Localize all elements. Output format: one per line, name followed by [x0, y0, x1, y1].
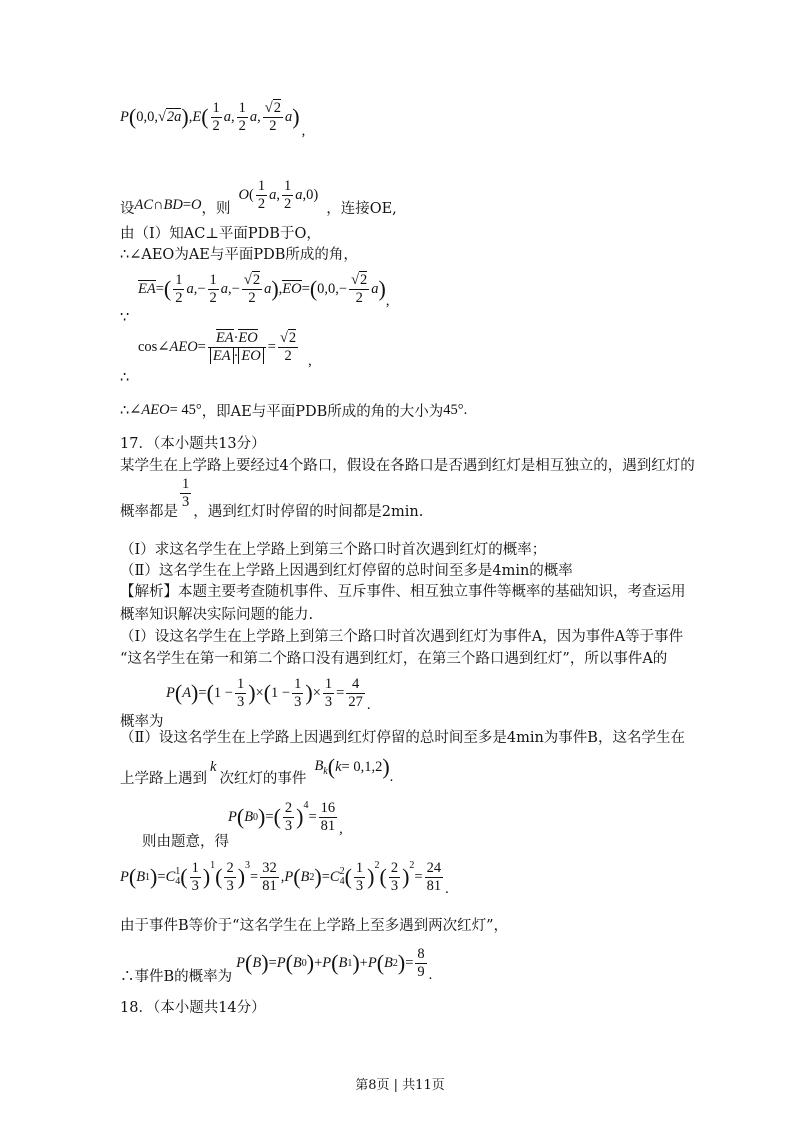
- text-ze: ，则: [201, 200, 231, 217]
- text-angle-size: ，即AE与平面PDB所成的角的大小为: [201, 404, 444, 420]
- question-17-part-i: （Ⅰ）求这名学生在上学路上到第三个路口时首次遇到红灯的概率；: [120, 542, 547, 558]
- text-connect-oe: ，连接OE,: [326, 200, 397, 217]
- line-ac-bd-intersection: 设 AC ∩ BD = O ，则 O ( $\frac{1}{2}$ a , $\frac{1}{2}$ a ,0) ，连接OE,: [120, 178, 397, 217]
- symbol-therefore-2: ∴: [120, 402, 130, 419]
- formula-probability-a: 概率为 P ( A ) = ( 1 − $\frac{1}{3}$ ) × ( 1 − $\frac{1}{3}$ ) × $\frac{1}{3}$ = $\frac{4}{27}$ .: [120, 676, 371, 730]
- text-probability-as: 概率为: [120, 714, 164, 730]
- formula-probability-b0: 则由题意，得 P ( B 0 ) = ( $\frac{2}{3}$ ) $^4$ = $\frac{16}{81}$ ,: [142, 799, 343, 850]
- line-angle-result: ∴ ∠ AEO = 45° ，即AE与平面PDB所成的角的大小为 45° .: [120, 402, 468, 420]
- question-17-part-ii: （Ⅱ）这名学生在上学路上因遇到红灯停留的总时间至多是4min的概率: [120, 563, 573, 579]
- analysis-line-1: 【解析】本题主要考查随机事件、互斥事件、相互独立事件等概率的基础知识，考查运用: [120, 584, 686, 600]
- question-17-stem-probability: 概率都是 $\frac{1}{3}$ ，遇到红灯时停留的时间都是2min.: [120, 476, 424, 520]
- question-17-stem: 某学生在上学路上要经过4个路口，假设在各路口是否遇到红灯是相互独立的，遇到红灯的: [120, 458, 695, 474]
- symbol-because: ∵: [120, 310, 130, 326]
- formula-vectors: ∵ EA = ( $\frac{1}{2}$ a ,− $\frac{1}{2}$ a ,− $\frac{√2}{2}$ a ) , EO = ( 0,0,− $\frac{√2}{2}$ a ) ,: [120, 272, 390, 326]
- text-stop-time: ，遇到红灯时停留的时间都是2min.: [193, 503, 424, 520]
- formula-p-e-coordinates: P ( 0,0,√2a ) , E ( $\frac{1}{2}$ a , $\frac{1}{2}$ a , $\frac{√2}{2}$ a ) ,: [120, 100, 306, 139]
- analysis-line-2: 概率知识解决实际问题的能力.: [120, 607, 314, 623]
- text-encounter: 上学路上遇到: [120, 770, 207, 787]
- line-angle-aeo: ∴∠AEO为AE与平面PDB所成的角，: [120, 247, 358, 263]
- question-17-title: 17．（本小题共13分）: [120, 436, 266, 452]
- text-she: 设: [120, 200, 135, 217]
- solution-ii-line-1: （Ⅱ）设这名学生在上学路上因遇到红灯停留的总时间至多是4min为事件B，这名学生在: [120, 730, 685, 746]
- page-footer: 第8页 | 共11页: [355, 1078, 445, 1093]
- solution-ii-equivalence: 由于事件B等价于“这名学生在上学路上至多遇到两次红灯”，: [120, 918, 508, 934]
- formula-probability-b1-b2: P ( B 1 ) = C 1 4 ( $\frac{1}{3}$ ) $^1$ ( $\frac{2}{3}$ ) $^3$ = $\frac{32}{81}$ , P ( B 2 ) = C 2 4 ( $\frac{1}{3}$ ) $^2$ ( $\frac{2}{3}$ ) $^2$ = $\frac{24}{81}$ .: [120, 859, 449, 897]
- text-red-light-event: 次红灯的事件: [219, 770, 307, 787]
- text-event-b-probability: ∴事件B的概率为: [120, 968, 233, 985]
- solution-ii-line-2: 上学路上遇到 k 次红灯的事件 $B_k$ ( k = 0,1,2 ) .: [120, 754, 394, 787]
- solution-i-line-2: “这名学生在第一和第二个路口没有遇到红灯，在第三个路口遇到红灯”，所以事件A的: [120, 651, 668, 667]
- formula-probability-b: ∴事件B的概率为 P ( B ) = P ( B 0 ) + P ( B 1 ) + P ( B 2 ) = $\frac{8}{9}$ .: [120, 946, 433, 985]
- text-probability-is: 概率都是: [120, 503, 178, 520]
- solution-i-line-1: （Ⅰ）设这名学生在上学路上到第三个路口时首次遇到红灯为事件A，因为事件A等于事件: [120, 629, 684, 645]
- text-by-problem: 则由题意，得: [142, 834, 229, 850]
- formula-cos-aeo: ∴ cos∠ AEO = $\frac{EA\cdot EO}{EA \cdot EO}$ = $\frac{√2}{2}$ ,: [120, 330, 312, 386]
- question-18-title: 18．（本小题共14分）: [120, 1000, 266, 1016]
- line-ac-perp: 由（Ⅰ）知AC⊥平面PDB于O，: [120, 226, 321, 242]
- symbol-therefore-1: ∴: [120, 370, 130, 386]
